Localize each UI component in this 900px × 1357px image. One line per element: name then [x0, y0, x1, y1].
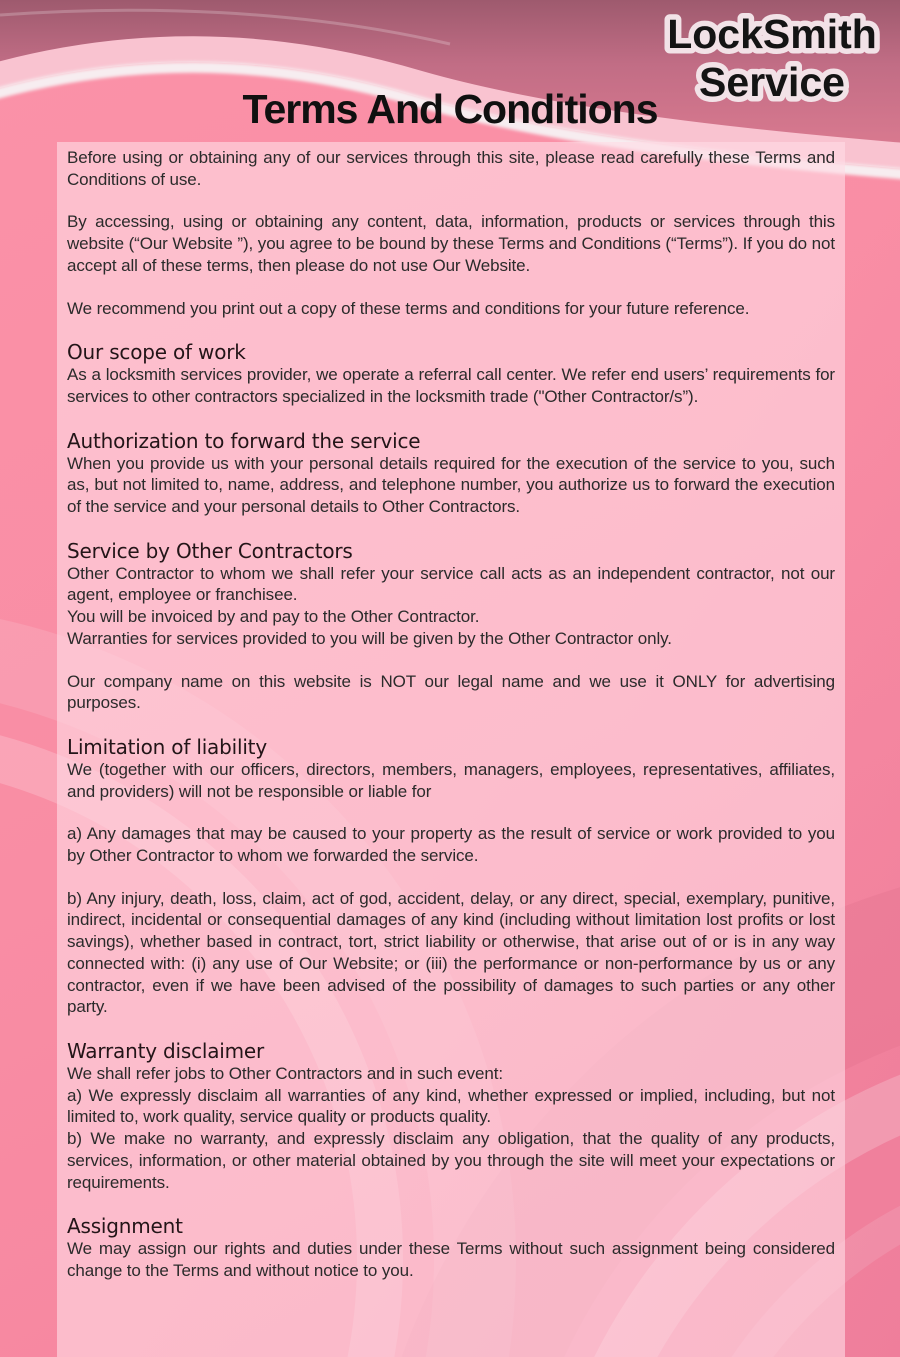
- intro-paragraph: We recommend you print out a copy of these terms and conditions for your future reference.: [67, 298, 750, 318]
- paragraph-spacer: [67, 867, 835, 888]
- section-paragraph: As a locksmith services provider, we operate a referral call center. We refer end users’ requirements for services to other contractors specialized in the locksmith trade ("Other Contractor/s”).: [67, 365, 835, 406]
- logo-line1: LockSmith: [667, 11, 877, 57]
- section-service-by-other-contractors: [67, 539, 835, 714]
- section-heading: Limitation of liability: [67, 734, 267, 759]
- section-heading: Our scope of work: [67, 340, 246, 365]
- brand-logo-svg: [644, 4, 894, 116]
- section-heading: Warranty disclaimer: [67, 1038, 265, 1063]
- section-heading: Assignment: [67, 1214, 183, 1239]
- section-paragraph: Other Contractor to whom we shall refer your service call acts as an independent contractor, not our agent, employee or franchisee.: [67, 563, 835, 605]
- section-our-scope-of-work: [67, 340, 835, 407]
- section-limitation-of-liability: [67, 735, 835, 1018]
- section-paragraph: We shall refer jobs to Other Contractors and in such event:: [67, 1063, 504, 1083]
- section-paragraph: a) Any damages that may be caused to your property as the result of service or work provided to you by Other Contractor to whom we forwarded the service.: [67, 824, 835, 866]
- section-paragraph: b) Any injury, death, loss, claim, act of god, accident, delay, or any direct, special, exemplary, punitive, indirect, incidental or consequential damages of any kind (including without limitation lost profits or lost savings), whether based in contract, tort, strict liability or otherwise, that arise out of or is in any way connected with: (i) any use of Our Website; or (iii) the performance or non-performance by us or any contractor, even if we have been advised of the possibility of damages to such parties or any other party.: [67, 888, 835, 1017]
- section-paragraph: Our company name on this website is NOT our legal name and we use it ONLY for advertising purposes.: [67, 671, 835, 713]
- section-paragraph: We may assign our rights and duties under these Terms without such assignment being considered change to the Terms and without notice to you.: [67, 1239, 835, 1280]
- section-assignment: [67, 1214, 835, 1281]
- section-paragraph: When you provide us with your personal details required for the execution of the service to you, such as, but not limited to, name, address, and telephone number, you authorize us to forward the execution of the service and your personal details to Other Contractors.: [67, 453, 835, 517]
- page-title: Terms And Conditions: [242, 86, 658, 132]
- terms-content: [67, 147, 835, 1282]
- section-warranty-disclaimer: [67, 1039, 835, 1193]
- logo-line2: Service: [699, 59, 845, 105]
- section-paragraph: b) We make no warranty, and expressly disclaim any obligation, that the quality of any products, services, information, or other material obtained by you through the site will meet your expectations or requirements.: [67, 1129, 835, 1192]
- section-heading: Authorization to forward the service: [67, 428, 421, 453]
- section-paragraph: You will be invoiced by and pay to the Other Contractor.: [67, 607, 480, 627]
- section-paragraph: We (together with our officers, directors, members, managers, employees, representatives, affiliates, and providers) will not be responsible or liable for: [67, 759, 835, 801]
- intro-paragraph: Before using or obtaining any of our services through this site, please read carefully these Terms and Conditions of use.: [67, 148, 835, 189]
- section-paragraph: Warranties for services provided to you will be given by the Other Contractor only.: [67, 628, 672, 648]
- paragraph-spacer: [67, 650, 835, 671]
- terms-panel: [57, 142, 845, 1357]
- brand-logo: [644, 4, 894, 116]
- section-paragraph: a) We expressly disclaim all warranties of any kind, whether expressed or implied, including, but not limited to, work quality, service quality or products quality.: [67, 1085, 835, 1127]
- section-authorization-to-forward-the-service: [67, 429, 835, 518]
- paragraph-spacer: [67, 802, 835, 823]
- intro-paragraph: By accessing, using or obtaining any content, data, information, products or services through this website (“Our Website ”), you agree to be bound by these Terms and Conditions (“Terms”). If you do not accept all of these terms, then please do not use Our Website.: [67, 212, 835, 275]
- section-heading: Service by Other Contractors: [67, 538, 353, 563]
